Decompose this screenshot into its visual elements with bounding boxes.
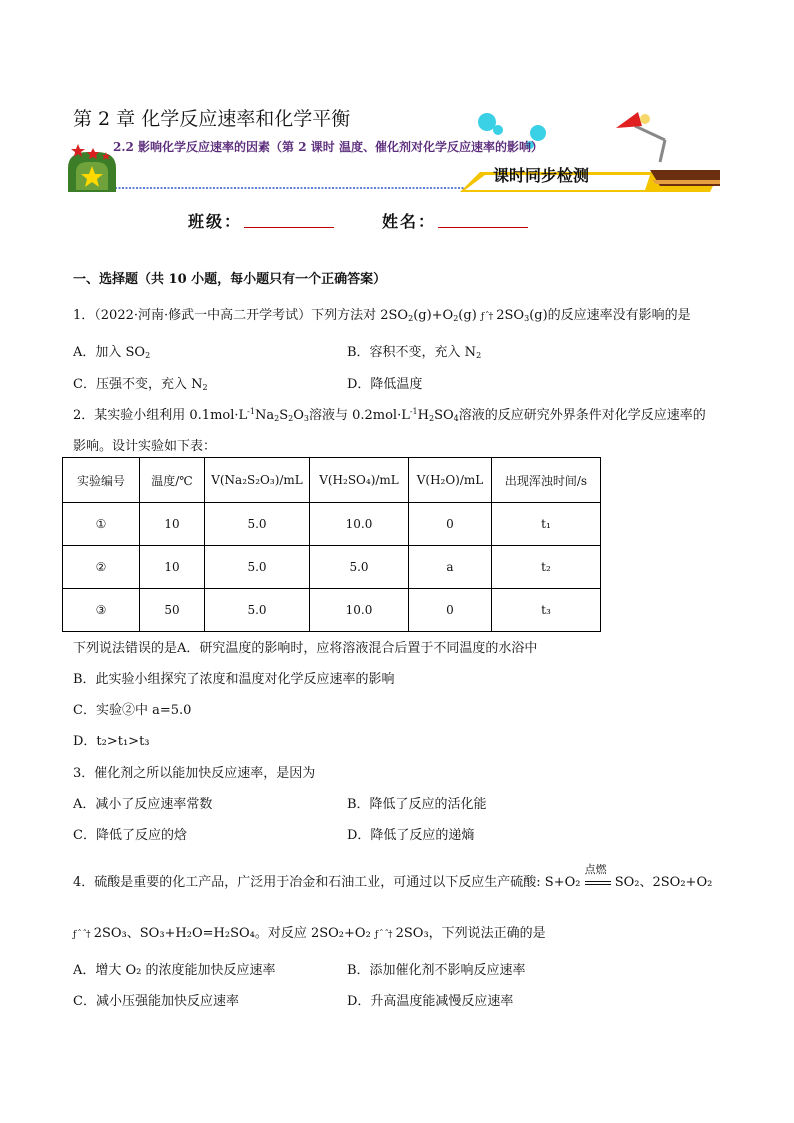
table-cell: 5.0 [310,546,409,589]
chapter-title: 第 2 章 化学反应速率和化学平衡 [73,108,351,130]
q3-option-b[interactable]: B．降低了反应的活化能 [347,797,487,812]
equilibrium-arrow-icon: ƒ ˆ ˆ† [73,930,90,940]
table-cell: a [409,546,492,589]
table-header-cell: 出现浑浊时间/s [492,458,601,503]
table-row [63,546,601,589]
q1-option-d[interactable]: D．降低温度 [347,377,423,392]
q1-option-c[interactable]: C．压强不变，充入 $N_2$ [73,377,208,392]
table-cell: 5.0 [205,546,310,589]
table-header-cell: V(Na₂S₂O₃)/mL [205,458,310,503]
table-cell: ② [63,546,140,589]
table-row [63,589,601,632]
table-cell: t₂ [492,546,601,589]
table-cell: ③ [63,589,140,632]
table-header-row [63,458,601,503]
table-header-cell: V(H₂O)/mL [409,458,492,503]
section-title: 一、选择题（共 10 小题，每小题只有一个正确答案） [73,272,387,287]
q1-stem: 1．（2022·河南·修武一中高二开学考试）下列方法对 $2SO_2(g)+O_2(g)$ ƒ ˆ† $2SO_3(g)$的反应速率没有影响的是 [73,308,691,323]
q4-option-b[interactable]: B．添加催化剂不影响反应速率 [347,963,526,978]
q1-option-a[interactable]: A．加入 $SO_2$ [73,345,151,360]
table-cell: 0 [409,589,492,632]
name-blank-field[interactable] [438,209,528,228]
table-cell: 10 [140,503,205,546]
q4-option-a[interactable]: A．增大 O₂ 的浓度能加快反应速率 [73,963,276,978]
q4-stem-line2: ƒ ˆ ˆ† 2SO₃、SO₃+H₂O=H₂SO₄。对反应 2SO₂+O₂ ƒ ˆ ˆ† 2SO₃，下列说法正确的是 [73,926,546,941]
q3-stem: 3．催化剂之所以能加快反应速率，是因为 [73,766,316,781]
q4-stem-line1: 4．硫酸是重要的化工产品，广泛用于冶金和石油工业，可通过以下反应生产硫酸: S+O₂ 点燃 SO₂、2SO₂+O₂ [73,863,713,890]
table-cell: t₃ [492,589,601,632]
table-cell: 5.0 [205,589,310,632]
class-blank-field[interactable] [244,209,334,228]
q3-option-a[interactable]: A．减小了反应速率常数 [73,797,213,812]
q2-stem-line2: 影响。设计实验如下表： [73,439,217,454]
q2-stem-line1: 2．某实验小组利用 $0.1mol\cdot L^{-1}Na_2S_2O_3$溶液与 $0.2mol\cdot L^{-1}H_2SO_4$溶液的反应研究外界条件对化学反应速率的 [73,407,706,423]
experiment-table [62,457,601,632]
q1-option-b[interactable]: B．容积不变，充入 $N_2$ [347,345,482,360]
q2-option-c[interactable]: C．实验②中 a=5.0 [73,703,192,718]
table-cell: 50 [140,589,205,632]
name-label: 姓名： [382,212,437,231]
q3-option-d[interactable]: D．降低了反应的递熵 [347,828,475,843]
table-cell: 10 [140,546,205,589]
table-row [63,503,601,546]
table-cell: 5.0 [205,503,310,546]
q2-option-b[interactable]: B．此实验小组探究了浓度和温度对化学反应速率的影响 [73,672,395,687]
q2-option-a[interactable]: 下列说法错误的是A．研究温度的影响时，应将溶液混合后置于不同温度的水浴中 [73,641,538,656]
table-header-cell: 温度/℃ [140,458,205,503]
reaction-condition: 点燃 [584,863,607,876]
equilibrium-arrow-icon: ƒ ˆ ˆ† [374,930,392,940]
table-header-cell: V(H₂SO₄)/mL [310,458,409,503]
q4-option-d[interactable]: D．升高温度能减慢反应速率 [347,994,514,1009]
badge-label: 课时同步检测 [493,166,590,185]
green-star-block [68,152,116,192]
q4-option-c[interactable]: C．减小压强能加快反应速率 [73,994,239,1009]
table-cell: 10.0 [310,503,409,546]
table-header-cell: 实验编号 [63,458,140,503]
q3-option-c[interactable]: C．降低了反应的焓 [73,828,187,843]
equilibrium-arrow-icon: ƒ ˆ† [480,312,493,322]
class-label: 班级： [188,212,243,231]
table-cell: 10.0 [310,589,409,632]
table-cell: ① [63,503,140,546]
table-cell: t₁ [492,503,601,546]
q2-option-d[interactable]: D．t₂>t₁>t₃ [73,734,150,749]
table-cell: 0 [409,503,492,546]
lesson-subtitle: 2.2 影响化学反应速率的因素（第 2 课时 温度、催化剂对化学反应速率的影响） [113,140,543,154]
